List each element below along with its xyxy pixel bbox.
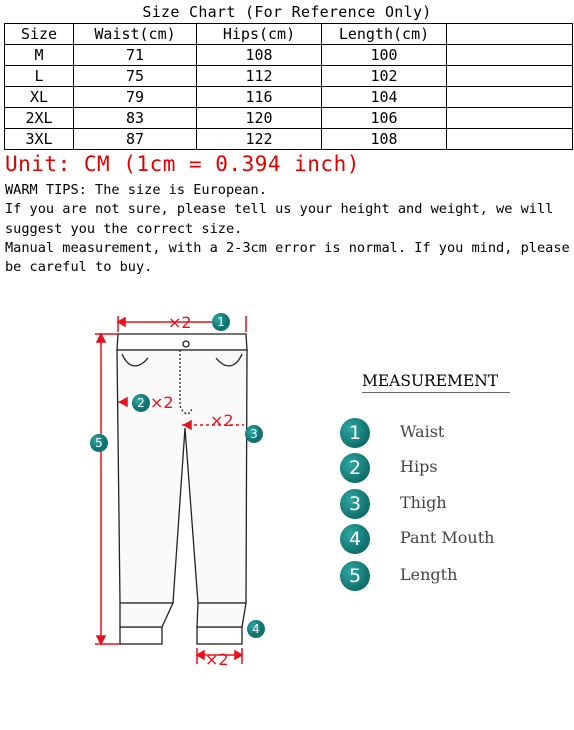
legend-number-badge: 1 <box>340 418 370 448</box>
cell-size: 2XL <box>5 108 74 129</box>
cell-length: 104 <box>322 87 447 108</box>
unit-note: Unit: CM (1cm = 0.394 inch) <box>5 152 360 176</box>
cell-empty <box>447 87 573 108</box>
header-waist: Waist(cm) <box>74 24 197 45</box>
times-two-hips: ×2 <box>150 393 174 412</box>
cell-size: L <box>5 66 74 87</box>
size-chart-title: Size Chart (For Reference Only) <box>142 3 432 21</box>
cell-waist: 87 <box>74 129 197 150</box>
measurement-legend-title: MEASUREMENT <box>362 372 510 393</box>
svg-text:4: 4 <box>252 622 260 636</box>
legend-label: Length <box>400 565 458 584</box>
legend-number-badge: 5 <box>340 561 370 591</box>
table-row <box>5 87 573 108</box>
cell-hips: 108 <box>197 45 322 66</box>
legend-label: Pant Mouth <box>400 528 495 547</box>
header-hips: Hips(cm) <box>197 24 322 45</box>
cell-waist: 79 <box>74 87 197 108</box>
times-two-thigh: ×2 <box>210 411 234 430</box>
cell-hips: 112 <box>197 66 322 87</box>
cell-hips: 120 <box>197 108 322 129</box>
legend-label: Waist <box>400 422 445 441</box>
legend-number-badge: 4 <box>340 524 370 554</box>
cell-hips: 122 <box>197 129 322 150</box>
marker-hips <box>132 394 150 412</box>
cell-waist: 75 <box>74 66 197 87</box>
tips-line-error: Manual measurement, with a 2-3cm error is normal. If you mind, please be careful to buy. <box>5 239 570 276</box>
cell-hips: 116 <box>197 87 322 108</box>
table-row <box>5 66 573 87</box>
cell-empty <box>447 66 573 87</box>
cell-length: 108 <box>322 129 447 150</box>
table-row <box>5 45 573 66</box>
tips-line-size: WARM TIPS: The size is European. <box>5 182 267 198</box>
legend-number-badge: 3 <box>340 489 370 519</box>
header-empty <box>447 24 573 45</box>
times-two-waist: ×2 <box>168 313 192 332</box>
marker-waist <box>212 313 230 331</box>
cell-waist: 71 <box>74 45 197 66</box>
svg-text:1: 1 <box>217 315 225 329</box>
header-size: Size <box>5 24 74 45</box>
marker-length <box>90 434 108 452</box>
legend-label: Hips <box>400 457 438 476</box>
cell-waist: 83 <box>74 108 197 129</box>
warm-tips <box>5 181 571 277</box>
cell-size: XL <box>5 87 74 108</box>
cell-length: 106 <box>322 108 447 129</box>
cell-empty <box>447 108 573 129</box>
cell-length: 102 <box>322 66 447 87</box>
times-two-pant-mouth: ×2 <box>205 650 229 669</box>
svg-text:2: 2 <box>137 396 145 410</box>
pants-diagram <box>0 298 574 730</box>
tips-line-advice: If you are not sure, please tell us your height and weight, we will suggest you the correct size. <box>5 201 554 237</box>
legend-number-badge: 2 <box>340 453 370 483</box>
cell-empty <box>447 45 573 66</box>
table-header-row <box>5 24 573 45</box>
cell-size: M <box>5 45 74 66</box>
svg-text:3: 3 <box>250 427 258 441</box>
cell-size: 3XL <box>5 129 74 150</box>
size-chart-table <box>4 23 573 150</box>
marker-thigh <box>245 425 263 443</box>
pants-outline <box>117 334 247 644</box>
cell-empty <box>447 129 573 150</box>
table-row <box>5 108 573 129</box>
legend-label: Thigh <box>400 493 447 512</box>
cell-length: 100 <box>322 45 447 66</box>
table-row <box>5 129 573 150</box>
header-length: Length(cm) <box>322 24 447 45</box>
marker-pant-mouth <box>247 620 265 638</box>
svg-text:5: 5 <box>95 436 103 450</box>
